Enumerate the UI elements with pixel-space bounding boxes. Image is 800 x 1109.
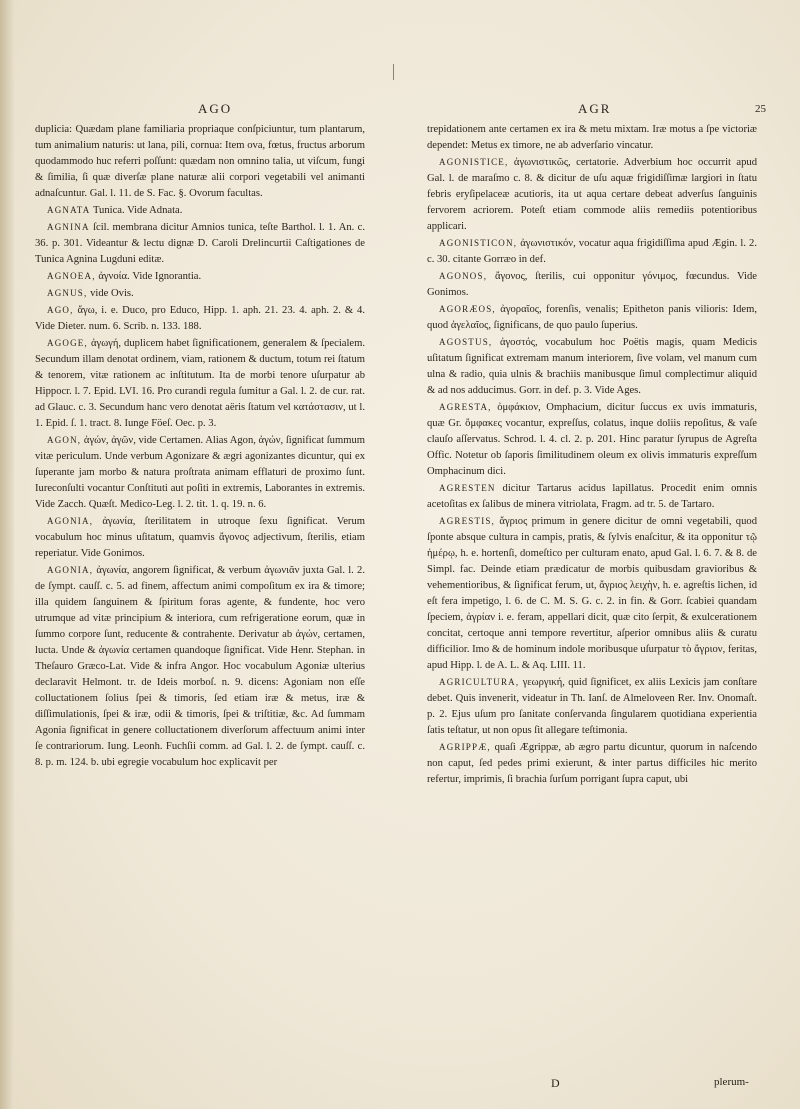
entry-headword: AGRESTIS, xyxy=(439,516,496,526)
entry-text: ἄγω, i. e. Duco, pro Educo, Hipp. 1. aph. 21. 23. 4. aph. 2. & 4. Vide Dieter. num. 6. Scrib. n. 133. 188. xyxy=(35,305,365,332)
entry-headword: AGORÆOS, xyxy=(439,304,496,314)
entry-text: ἄγριος primum in genere dicitur de omni vegetabili, quod ſponte absque cultura in campis, pratis, & ſylvis enaſcitur, & ita opponitur τῷ ἡμέρῳ, h. e. hortenſi, domeſtico per culturam enato, apud Gal. l. 6. 7. & 8. de Simpl. fac. Deinde etiam prædicatur de morbis quibusdam gravioribus & vehementioribus, & ſignificat ferum, ut, ἄγριος λειχὴν, h. e. agreſtis lichen, id eſt fera impetigo, l. 6. de C. M. S. G. c. 2. in fin. & Gorr. ſcabiei quandam ſpeciem, ἀγρίαν i. e. feram, appellari dicit, quæ cito ſerpit, & exulcerationem concitat, certoque anni tempore revertitur, aſperior omnibus aliis & curatu difficilior. Imo & de hominum indole moribusque uſurpatur τὸ ἄγριον, feritas, apud Hipp. l. de A. L. & Aq. LIII. 11. xyxy=(427,516,757,671)
right-column xyxy=(427,122,757,1082)
entry-headword: AGONIA, xyxy=(47,516,94,526)
dictionary-entry xyxy=(427,674,757,739)
dictionary-entry xyxy=(35,219,365,268)
running-head-left: AGO xyxy=(198,101,233,116)
entry-headword: AGO, xyxy=(47,305,74,315)
page-number: 25 xyxy=(755,103,766,115)
page-mark xyxy=(393,64,394,80)
entry-text: ἀγωνιστικόν, vocatur aqua frigidiſſima apud Ægin. l. 2. c. 30. citante Gorræo in def. xyxy=(427,238,757,265)
entry-text: ἀγοστός, vocabulum hoc Poëtis magis, quam Medicis uſitatum ſignificat extremam manum interiorem, ſive volam, vel manum cum ulna & radio, quia ulnis & brachiis manibusque ſimul complectimur aliquid & ad nos adducimus. Gorr. in def. p. 3. Vide Ages. xyxy=(427,337,757,396)
entry-headword: AGONOS, xyxy=(439,271,488,281)
entry-headword: AGNINA xyxy=(47,222,90,232)
dictionary-entry xyxy=(427,122,757,154)
page-binding-edge xyxy=(0,0,14,1109)
signature-mark: D xyxy=(551,1076,560,1090)
entry-headword: AGRESTEN xyxy=(439,483,496,493)
entry-headword: AGNOEA, xyxy=(47,271,96,281)
entry-headword: AGNATA xyxy=(47,205,91,215)
entry-text: ἀγωνία, angorem ſignificat, & verbum ἀγωνιᾶν juxta Gal. l. 2. de ſympt. cauſſ. c. 5. ad finem, affectum animi compoſitum ex ira & timore; illa quidem ſanguinem & ſpiritum foras agente, & fundente, hoc vero utrumque ad vitæ principium & interiora, cum refrigeratione eorum, quæ in ſummo corpore ſunt, reducente & contrahente. Derivatur ab ἀγών, certamen, lucta. Unde & ἀγωνία certamen quandoque ſignificat. Vide Henr. Stephan. in Theſauro Græco-Lat. Vide & infra Angor. Hoc vocabulum Agoniæ ulterius declaravit Helmont. tr. de Ideis morboſ. n. 9. dicens: Agoniam non eſſe colluctationem ſolius ſpei & timoris, ſed etiam iræ & metus, iræ & diſſimulationis, ſpei & iræ, odii & timoris, ſpei & triſtitiæ, &c. Ad ſummam Agonia ſignificat in genere colluctationem diverſorum affectuum animi inter ſe contrariorum. Iung. Leonh. Fuchſii comm. ad Gal. l. 2. de ſympt. cauſſ. c. 8. p. m. 124. b. ubi egregie vocabulum hoc explicavit per xyxy=(35,565,365,768)
entry-headword: AGRIPPÆ, xyxy=(439,742,491,752)
dictionary-entry xyxy=(427,154,757,235)
entry-text: ἀγωγή, duplicem habet ſignificationem, generalem & ſpecialem. Secundum illam denotat ordinem, viam, rationem & ductum, totum rei ſtatum & tenorem, vitæ rationem ac inſtitutum. Ita de morbi tenore uſurpatur ab Hippocr. l. 7. Epid. LVI. 16. Pro curandi regula ſumitur a Gal. l. 2. de cur. rat. ad Glauc. c. 3. Secundum hanc vero denotat aëris ſtatum vel κατάστασιν, ut l. 1. Epid. ſ. 1. tract. 8. Iunge Föeſ. Oec. p. 3. xyxy=(35,338,365,429)
entry-headword: AGON, xyxy=(47,435,82,445)
entry-text: vide Ovis. xyxy=(90,288,134,299)
entry-headword: AGONISTICE, xyxy=(439,157,509,167)
catchword: plerum- xyxy=(714,1076,749,1088)
running-head-right: AGR xyxy=(578,101,612,116)
dictionary-entry xyxy=(427,334,757,399)
entry-headword: AGOGE, xyxy=(47,338,88,348)
left-column xyxy=(35,122,365,1082)
entry-headword: AGNUS, xyxy=(47,288,88,298)
dictionary-entry xyxy=(427,301,757,334)
entry-text: γεωργική, quid ſignificet, ex aliis Lexicis jam conſtare debet. Quis invenerit, videatur in Th. Ianſ. de Almeloveen Rer. Inv. Onomaſt. p. 2. Ejus uſum pro ſanitate conſervanda ſingularem quotidiana experientia ſatis teſtatur, ut non opus ſit allegare teſtimonia. xyxy=(427,677,757,736)
entry-headword: AGONISTICON, xyxy=(439,238,518,248)
entry-text: trepidationem ante certamen ex ira & metu mixtam. Iræ motus a ſpe victoriæ dependet: Metus ex timore, ne ab adverſario vincatur. xyxy=(427,124,757,151)
dictionary-entry xyxy=(35,302,365,335)
dictionary-entry xyxy=(35,202,365,219)
dictionary-entry xyxy=(35,432,365,513)
dictionary-entry xyxy=(35,285,365,302)
entry-text: ἀγών, ἀγῶν, vide Certamen. Alias Agon, ἀγών, ſignificat ſummum vitæ periculum. Unde verbum Agonizare & ægri agonizantes dicuntur, qui ex ſuperante jam morbo & natura proſtrata animam efflaturi de proximo ſunt. Iureconſulti vocantur Conſtituti aut poſiti in extremis, Laborantes in extremis. Vide Zacch. Quæſt. Medico-Leg. l. 2. tit. 1. q. 19. n. 6. xyxy=(35,435,365,510)
entry-text: ſcil. membrana dicitur Amnios tunica, teſte Barthol. l. 1. An. c. 36. p. 301. Videantur & lectu dignæ D. Caroli Drelincurtii Caſtigationes de Tunica Agnina Lugduni editæ. xyxy=(35,222,365,265)
entry-headword: AGONIA, xyxy=(47,565,94,575)
dictionary-entry xyxy=(35,268,365,285)
dictionary-entry xyxy=(427,739,757,788)
dictionary-entry xyxy=(427,268,757,301)
dictionary-entry xyxy=(427,513,757,674)
entry-text: ἀγωνία, ſterilitatem in utroque ſexu ſignificat. Verum vocabulum hoc minus uſitatum, quamvis ἄγονος adjectivum, ſterilis, etiam reperiatur. Vide Gonimos. xyxy=(35,516,365,559)
dictionary-entry xyxy=(35,513,365,562)
dictionary-entry xyxy=(35,122,365,202)
entry-headword: AGRICULTURA, xyxy=(439,677,520,687)
entry-headword: AGRESTA, xyxy=(439,402,492,412)
entry-text: ὀμφάκιον, Omphacium, dicitur ſuccus ex uvis immaturis, quæ Gr. ὄμφακες vocantur, expreſſus, colatus, inque doliis repoſitus, & vaſe clauſo aſſervatus. Schrod. l. 4. cl. 2. p. 201. Hinc paratur ſyrupus de Agreſta Offic. Notetur ob ſaporis ſimilitudinem oleum ex olivis immaturis expreſſum Omphacinum dici. xyxy=(427,402,757,477)
entry-text: ἄγονος, ſterilis, cui opponitur γόνιμος, fœcundus. Vide Gonimos. xyxy=(427,271,757,298)
entry-text: ἀγωνιστικῶς, certatorie. Adverbium hoc occurrit apud Gal. l. de maraſmo c. 8. & dicitur de uſu aquæ frigidiſſimæ largiori in ſtatu febris eryſipelaceæ acutioris, ita ut aqua certare debeat adverſus ſanguinis fervorem acriorem. Poteſt etiam commode aliis remediis potentioribus applicari. xyxy=(427,157,757,232)
dictionary-entry xyxy=(427,235,757,268)
entry-text: Tunica. Vide Adnata. xyxy=(92,205,183,216)
entry-text: ἀγνοία. Vide Ignorantia. xyxy=(98,271,202,282)
dictionary-entry xyxy=(427,399,757,480)
dictionary-entry xyxy=(35,562,365,771)
entry-text: quaſi Ægrippæ, ab ægro partu dicuntur, quorum in naſcendo non caput, ſed pedes primi exierunt, & inter partus difficiles hic merito refertur, imprimis, ſi brachia ſurſum porrigant ſupra caput, ubi xyxy=(427,742,757,785)
dictionary-entry xyxy=(427,480,757,513)
dictionary-entry xyxy=(35,335,365,432)
entry-text: duplicia: Quædam plane familiaria propriaque conſpiciuntur, tum plantarum, tum animalium naturis: ut lana, pili, cornua: Item ova, fœtus, fructus arborum quodammodo huc referri poſſunt: quædam non omnino talia, ut viſcum, fungi & ſimilia, ſi quæ diverſæ plane naturæ alii corpori vegetabili vel animanti adnaſcuntur. Gal. l. 11. de S. Fac. §. Ovorum facultas. xyxy=(35,124,365,199)
entry-headword: AGOSTUS, xyxy=(439,337,493,347)
entry-text: ἀγοραῖος, forenſis, venalis; Epitheton panis vilioris: Idem, quod ἀγελαῖος, ſignificans, de quo paulo ſuperius. xyxy=(427,304,757,331)
entry-text: dicitur Tartarus acidus lapillatus. Procedit enim omnis acetoſitas ex ſalibus de minera vitriolata, Fragm. ad tr. 5. de Tartaro. xyxy=(427,483,757,510)
